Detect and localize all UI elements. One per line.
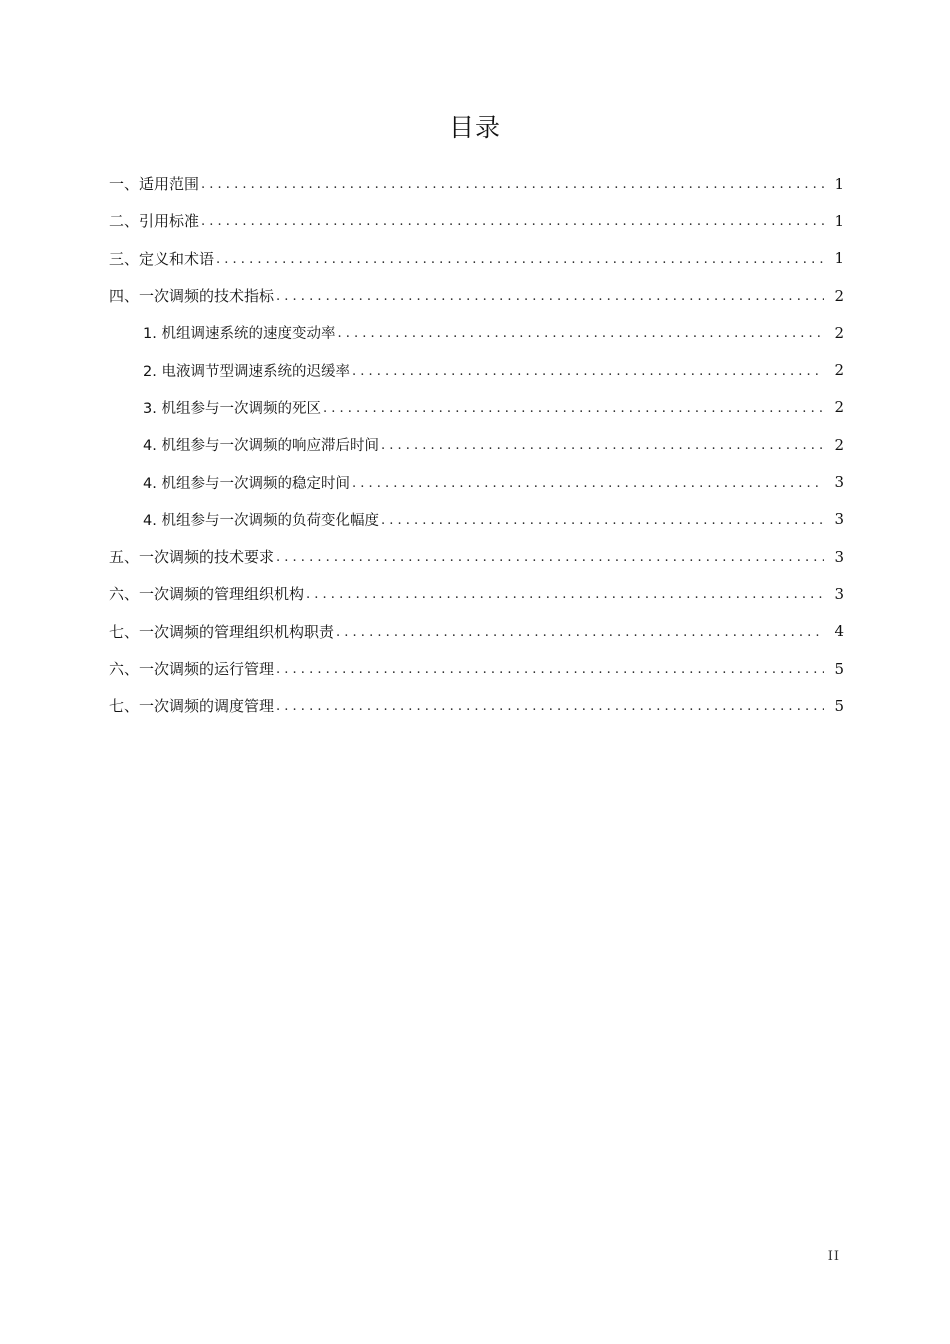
dot-leader xyxy=(201,214,824,229)
toc-entry-page: 3 xyxy=(834,510,844,529)
dot-leader xyxy=(381,438,824,453)
toc-entry-label: 一、适用范围 xyxy=(109,175,200,194)
toc-entry[interactable] xyxy=(109,613,844,650)
toc-entry[interactable] xyxy=(109,277,844,314)
toc-entry-label: 三、定义和术语 xyxy=(109,249,215,268)
toc-entry-page: 1 xyxy=(834,249,844,268)
dot-leader xyxy=(276,662,824,677)
toc-entry-label: 七、一次调频的调度管理 xyxy=(109,697,275,716)
toc-entry-label: 4. 机组参与一次调频的稳定时间 xyxy=(143,475,350,492)
toc-entry-label: 四、一次调频的技术指标 xyxy=(109,287,275,306)
toc-entry-page: 2 xyxy=(834,398,844,417)
dot-leader xyxy=(336,625,824,640)
toc-entry-page: 1 xyxy=(834,174,844,193)
toc-entry-label: 3. 机组参与一次调频的死区 xyxy=(143,400,321,417)
dot-leader xyxy=(352,364,824,379)
dot-leader xyxy=(323,401,824,416)
page-title: 目录 xyxy=(448,113,501,142)
toc-entry[interactable] xyxy=(109,240,844,277)
toc-entry-page: 2 xyxy=(834,286,844,305)
toc-subentry[interactable] xyxy=(109,389,844,426)
dot-leader xyxy=(216,252,824,267)
toc-subentry[interactable] xyxy=(109,463,844,500)
toc-entry-label: 六、一次调频的运行管理 xyxy=(109,660,275,678)
toc-entry-page: 2 xyxy=(834,361,844,380)
dot-leader xyxy=(201,177,824,192)
toc-entry-label: 二、引用标准 xyxy=(109,212,200,231)
toc-entry-page: 1 xyxy=(834,211,844,230)
dot-leader xyxy=(337,326,824,341)
dot-leader xyxy=(276,550,824,565)
toc-entry-label: 五、一次调频的技术要求 xyxy=(109,548,275,567)
toc-entry[interactable] xyxy=(109,202,844,239)
toc-entry[interactable] xyxy=(109,650,844,687)
toc-entry[interactable] xyxy=(109,165,844,202)
toc-entry-label: 2. 电液调节型调速系统的迟缓率 xyxy=(143,363,350,380)
toc-entry-page: 2 xyxy=(834,323,844,342)
toc-subentry[interactable] xyxy=(109,501,844,538)
toc-subentry[interactable] xyxy=(109,314,844,351)
toc-subentry[interactable] xyxy=(109,351,844,388)
toc-entry-page: 5 xyxy=(834,696,844,715)
dot-leader xyxy=(381,513,824,528)
toc-entry-label: 4. 机组参与一次调频的负荷变化幅度 xyxy=(143,512,379,529)
toc-entry-page: 3 xyxy=(834,584,844,603)
toc-entry[interactable] xyxy=(109,575,844,612)
toc-entry[interactable] xyxy=(109,538,844,575)
toc-entry-page: 3 xyxy=(834,473,844,492)
toc-entry-label: 六、一次调频的管理组织机构 xyxy=(109,585,305,604)
toc-entry-page: 3 xyxy=(834,547,844,566)
toc-subentry[interactable] xyxy=(109,426,844,463)
dot-leader xyxy=(352,476,824,491)
table-of-contents xyxy=(109,165,844,724)
toc-entry-page: 2 xyxy=(834,435,844,454)
dot-leader xyxy=(276,699,824,714)
toc-entry-label: 4. 机组参与一次调频的响应滞后时间 xyxy=(143,438,379,455)
dot-leader xyxy=(306,587,824,602)
toc-entry-page: 5 xyxy=(834,659,844,678)
toc-entry-label: 七、一次调频的管理组织机构职责 xyxy=(109,622,335,641)
toc-entry-label: 1. 机组调速系统的速度变动率 xyxy=(143,326,336,343)
toc-entry[interactable] xyxy=(109,687,844,724)
dot-leader xyxy=(276,289,824,304)
page-number: II xyxy=(827,1249,840,1264)
toc-entry-page: 4 xyxy=(834,622,844,641)
